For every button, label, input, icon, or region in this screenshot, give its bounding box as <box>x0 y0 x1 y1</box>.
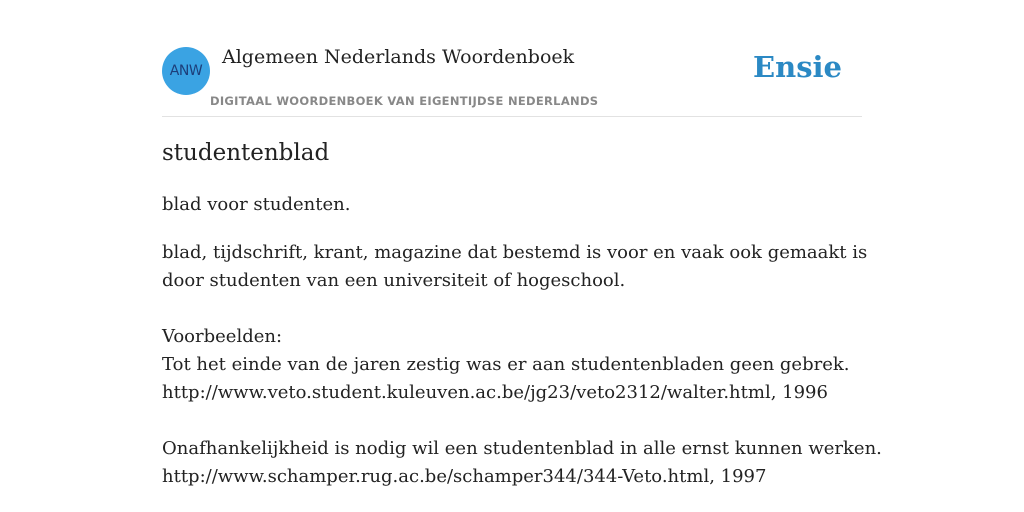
ensie-brand-logo[interactable]: Ensie <box>753 50 842 84</box>
example-sentence: Onafhankelijkheid is nodig wil een studentenblad in alle ernst kunnen werken. <box>162 438 882 459</box>
anw-logo-text: ANW <box>169 63 203 79</box>
dictionary-subtitle: DIGITAAL WOORDENBOEK VAN EIGENTIJDSE NEDERLANDS <box>210 94 599 108</box>
header <box>162 0 862 117</box>
spacer <box>162 295 862 323</box>
entry-body <box>162 239 882 491</box>
short-definition: blad voor studenten. <box>162 194 351 215</box>
dictionary-title[interactable]: Algemeen Nederlands Woordenboek <box>222 46 575 68</box>
anw-logo[interactable] <box>162 47 210 95</box>
page <box>162 0 882 512</box>
example-source: http://www.veto.student.kuleuven.ac.be/jg23/veto2312/walter.html, 1996 <box>162 382 828 403</box>
definition-line: door studenten van een universiteit of hogeschool. <box>162 270 626 291</box>
headword: studentenblad <box>162 140 330 166</box>
spacer <box>162 407 862 435</box>
examples-label: Voorbeelden: <box>162 326 283 347</box>
example-sentence: Tot het einde van de jaren zestig was er aan studentenbladen geen gebrek. <box>162 354 850 375</box>
example-source: http://www.schamper.rug.ac.be/schamper344/344-Veto.html, 1997 <box>162 466 767 487</box>
definition-line: blad, tijdschrift, krant, magazine dat bestemd is voor en vaak ook gemaakt is <box>162 242 868 263</box>
